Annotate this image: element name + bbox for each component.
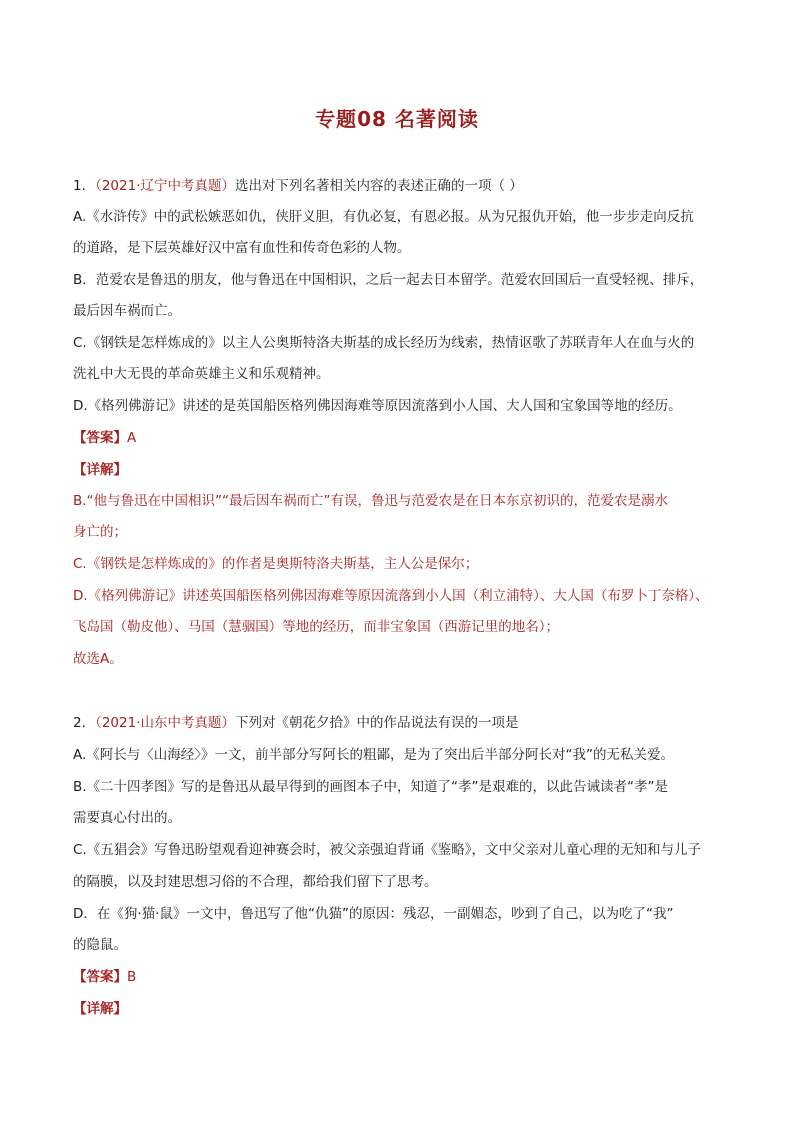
q1-option-a-line1: A.《水浒传》中的武松嫉恶如仇，侠肝义胆，有仇必复，有恩必报。从为兄报仇开始，他一步步走向反抗	[73, 209, 694, 225]
q1-explanation-line3: C.《钢铁是怎样炼成的》的作者是奥斯特洛夫斯基，主人公是保尔；	[73, 556, 479, 572]
q1-stem-line	[73, 176, 523, 196]
q1-explanation-line1: B.“他与鲁迅在中国相识”“最后因车祸而亡”有误，鲁迅与范爱农是在日本东京初识的，范爱农是溺水	[73, 493, 669, 509]
q1-option-c-line2: 洗礼中大无畏的革命英雄主义和乐观精神。	[73, 366, 330, 382]
q2-answer-value: B	[127, 969, 137, 985]
q2-stem: 下列对《朝花夕拾》中的作品说法有误的一项是	[235, 715, 519, 731]
q2-option-d-line1: D．在《狗·猫·鼠》一文中，鲁迅写了他“仇猫”的原因：残忍，一副媚态，吵到了自己，以为吃了“我”	[73, 906, 674, 922]
q1-explanation-line5: 飞岛国（勒皮他）、马国（慧骃国）等地的经历，而非宝象国（西游记里的地名）；	[73, 619, 559, 635]
q1-number: 1．	[73, 178, 96, 194]
q1-source: （2021·辽宁中考真题）	[95, 178, 235, 194]
q1-answer-label: 【答案】	[73, 430, 127, 446]
q1-option-c-line1: C.《钢铁是怎样炼成的》以主人公奥斯特洛夫斯基的成长经历为线索，热情讴歌了苏联青年人在血与火的	[73, 335, 695, 351]
q2-detail-label: 【详解】	[73, 1001, 127, 1017]
q2-option-b-line2: 需要真心付出的。	[73, 810, 181, 826]
q2-option-a-line1: A.《阿长与〈山海经〉》一文，前半部分写阿长的粗鄙，是为了突出后半部分阿长对“我”的无私关爱。	[73, 747, 675, 763]
q2-answer-line	[73, 967, 136, 987]
q2-detail-line	[73, 999, 127, 1019]
q1-answer-line	[73, 428, 136, 448]
q1-explanation-line2: 身亡的；	[73, 524, 127, 540]
q2-option-d-line2: 的隐鼠。	[73, 937, 127, 953]
q2-stem-line	[73, 713, 519, 733]
q1-detail-label: 【详解】	[73, 462, 127, 478]
q1-stem: 选出对下列名著相关内容的表述正确的一项（ ）	[235, 178, 523, 194]
q2-number: 2．	[73, 715, 96, 731]
q2-option-b-line1: B.《二十四孝图》写的是鲁迅从最早得到的画图本子中，知道了“孝”是艰难的，以此告诫读者“孝”是	[73, 779, 669, 795]
q2-option-c-line1: C.《五猖会》写鲁迅盼望观看迎神赛会时，被父亲强迫背诵《鉴略》，文中父亲对儿童心理的无知和与儿子	[73, 842, 701, 858]
q1-option-b-line2: 最后因车祸而亡。	[73, 303, 181, 319]
q1-explanation-line4: D.《格列佛游记》讲述英国船医格列佛因海难等原因流落到小人国（利立浦特）、大人国（布罗卜丁奈格）、	[73, 588, 709, 604]
q1-conclusion: 故选A。	[73, 651, 123, 667]
q1-detail-line	[73, 460, 127, 480]
q1-answer-value: A	[127, 430, 137, 446]
q1-option-a-line2: 的道路，是下层英雄好汉中富有血性和传奇色彩的人物。	[73, 240, 411, 256]
q1-option-b-line1: B．范爱农是鲁迅的朋友，他与鲁迅在中国相识，之后一起去日本留学。范爱农回国后一直受轻视、排斥，	[73, 272, 704, 288]
q2-source: （2021·山东中考真题）	[95, 715, 235, 731]
page-title: 专题08 名著阅读	[315, 107, 479, 131]
q2-option-c-line2: 的隔膜，以及封建思想习俗的不合理，都给我们留下了思考。	[73, 874, 438, 890]
q1-option-d-line1: D.《格列佛游记》讲述的是英国船医格列佛因海难等原因流落到小人国、大人国和宝象国等地的经历。	[73, 398, 682, 414]
q2-answer-label: 【答案】	[73, 969, 127, 985]
